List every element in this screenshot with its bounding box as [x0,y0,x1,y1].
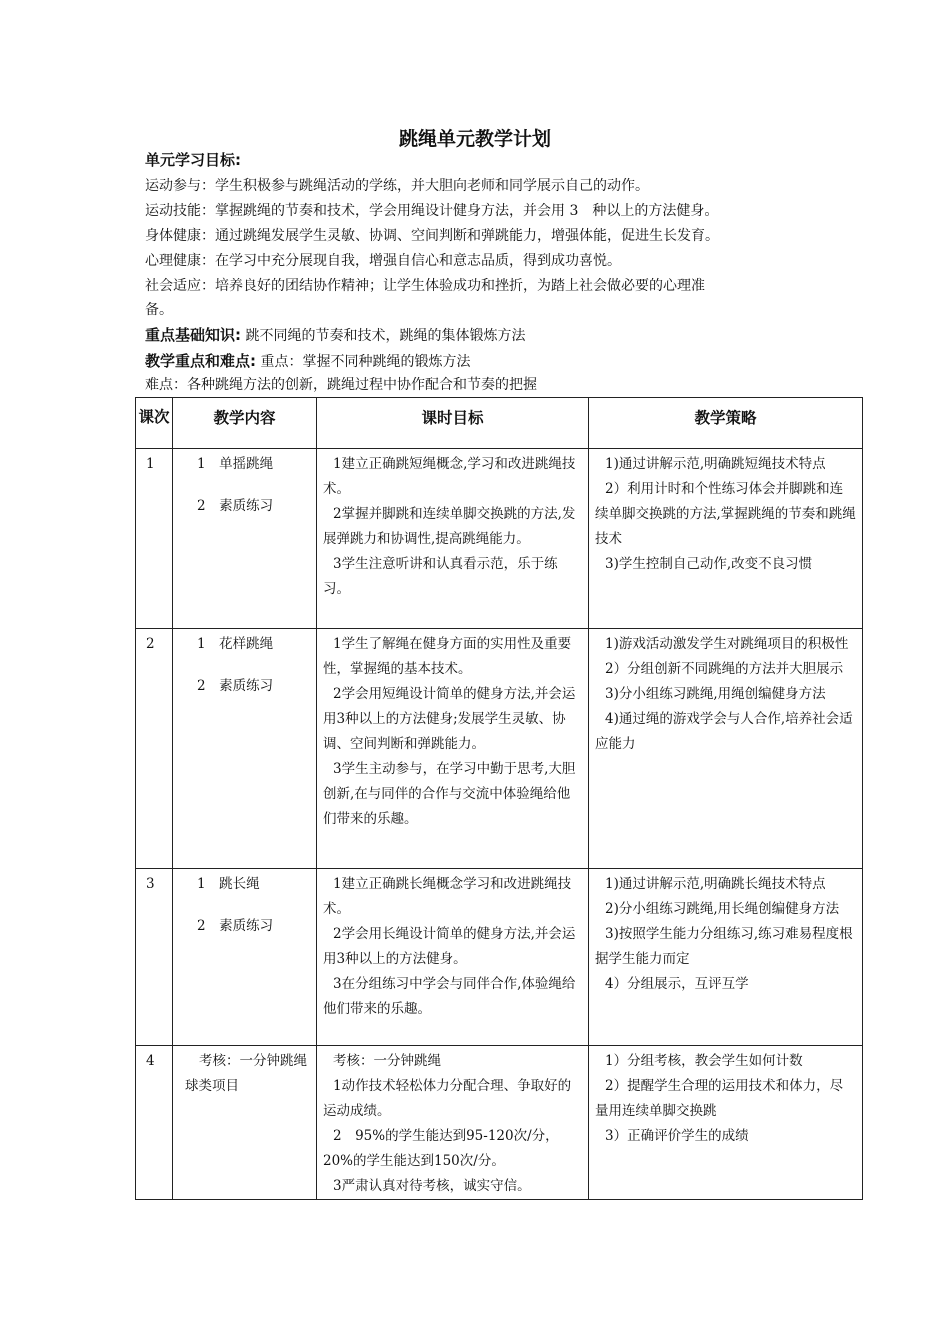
content-item: 2 素质练习 [197,498,274,514]
key-points [145,349,825,375]
strategy-item: 2）分组创新不同跳绳的方法并大胆展示 [605,661,844,677]
header-content: 教学内容 [173,398,317,449]
goal-line: 身体健康：通过跳绳发展学生灵敏、协调、空间判断和弹跳能力，增强体能，促进生长发育。 [145,228,719,244]
content-item: 1 单摇跳绳 [197,456,274,472]
goal-item: 2 95%的学生能达到95-120次/分，20%的学生能达到150次/分。 [323,1128,559,1169]
key-points-text: 重点：掌握不同种跳绳的锻炼方法 [260,354,471,370]
content-item: 考核：一分钟跳绳 [199,1053,307,1069]
strategy-item: 4）分组展示，互评互学 [605,976,749,992]
goal-item: 1建立正确跳短绳概念,学习和改进跳绳技术。 [323,456,576,497]
goal-item: 3在分组练习中学会与同伴合作,体验绳给他们带来的乐趣。 [323,976,576,1017]
strategy-item: 1)通过讲解示范,明确跳短绳技术特点 [605,456,826,472]
header-lesson-num: 课次 [136,398,173,449]
content-item: 2 素质练习 [197,678,274,694]
lesson-num: 1 [146,456,155,472]
goal-item: 1学生了解绳在健身方面的实用性及重要性，掌握绳的基本技术。 [323,636,572,677]
key-points-label: 教学重点和难点: [145,352,256,370]
lesson-num: 2 [146,636,155,652]
strategy-item: 1）分组考核，教会学生如何计数 [605,1053,803,1069]
strategy-item: 2）利用计时和个性练习体会并脚跳和连续单脚交换跳的方法,掌握跳绳的节奏和跳绳技术 [595,481,856,547]
goal-item: 1建立正确跳长绳概念学习和改进跳绳技术。 [323,876,572,917]
goal-line: 社会适应：培养良好的团结协作精神；让学生体验成功和挫折，为踏上社会做必要的心理准 [145,278,705,294]
goal-item: 3学生注意听讲和认真看示范，乐于练习。 [323,556,558,597]
strategy-item: 3）正确评价学生的成绩 [605,1128,749,1144]
header-goals: 课时目标 [317,398,589,449]
goal-item: 3严肃认真对待考核，诚实守信。 [333,1178,531,1194]
page-title: 跳绳单元教学计划 [398,128,551,150]
content-item: 2 素质练习 [197,918,274,934]
table-row [136,1046,863,1200]
key-knowledge [145,323,825,349]
strategy-item: 3)按照学生能力分组练习,练习难易程度根据学生能力而定 [595,926,853,967]
goal-line: 运动技能：掌握跳绳的节奏和技术，学会用绳设计健身方法，并会用 3 种以上的方法健身。 [145,203,719,219]
goal-line: 心理健康：在学习中充分展现自我，增强自信心和意志品质，得到成功喜悦。 [145,253,621,269]
strategy-item: 4)通过绳的游戏学会与人合作,培养社会适应能力 [595,711,853,752]
strategy-item: 3)学生控制自己动作,改变不良习惯 [605,556,813,572]
goals-heading: 单元学习目标: [145,151,241,169]
goal-item: 2学会用长绳设计简单的健身方法,并会运用3种以上的方法健身。 [323,926,576,967]
goal-item: 1动作技术轻松体力分配合理、争取好的运动成绩。 [323,1078,572,1119]
strategy-item: 3)分小组练习跳绳,用绳创编健身方法 [605,686,826,702]
goal-item: 2掌握并脚跳和连续单脚交换跳的方法,发展弹跳力和协调性,提高跳绳能力。 [323,506,576,547]
table-row [136,629,863,869]
strategy-item: 2)分小组练习跳绳,用长绳创编健身方法 [605,901,840,917]
goal-line: 运动参与：学生积极参与跳绳活动的学练，并大胆向老师和同学展示自己的动作。 [145,178,649,194]
lesson-table [135,397,863,1200]
table-row [136,869,863,1046]
table-row [136,449,863,629]
strategy-item: 1)通过讲解示范,明确跳长绳技术特点 [605,876,826,892]
lesson-num: 4 [146,1053,155,1069]
content-item: 1 花样跳绳 [197,636,274,652]
strategy-item: 2）提醒学生合理的运用技术和体力，尽量用连续单脚交换跳 [595,1078,844,1119]
table-header-row [136,398,863,449]
key-knowledge-label: 重点基础知识: [145,326,241,344]
goal-item: 3学生主动参与，在学习中勤于思考,大胆创新,在与同伴的合作与交流中体验绳给他们带来的乐趣。 [323,761,576,827]
content-item: 球类项目 [185,1078,239,1094]
header-strategy: 教学策略 [589,398,863,449]
lesson-num: 3 [146,876,155,892]
difficulty-line: 难点：各种跳绳方法的创新，跳绳过程中协作配合和节奏的把握 [145,377,537,393]
strategy-item: 1)游戏活动激发学生对跳绳项目的积极性 [605,636,849,652]
key-knowledge-text: 跳不同绳的节奏和技术，跳绳的集体锻炼方法 [245,328,526,344]
goal-line: 备。 [145,302,173,318]
content-item: 1 跳长绳 [197,876,260,892]
goal-item: 2学会用短绳设计简单的健身方法,并会运用3种以上的方法健身;发展学生灵敏、协调、空间判断和弹跳能力。 [323,686,576,752]
goal-item: 考核：一分钟跳绳 [333,1053,441,1069]
